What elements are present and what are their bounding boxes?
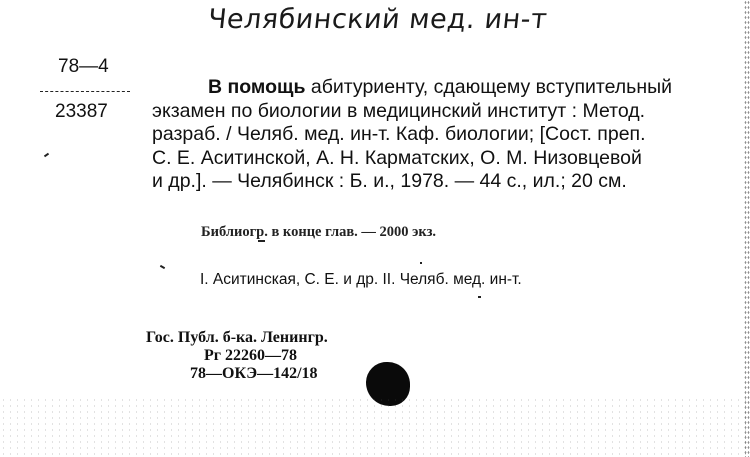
bibliographic-entry xyxy=(152,76,750,194)
entry-title: В помощь xyxy=(208,76,306,98)
call-number-divider xyxy=(40,91,130,92)
entry-line-3: разраб. / Челяб. мед. ин-т. Каф. биологии; [Сост. преп. xyxy=(152,123,646,145)
entry-line-5: и др.]. — Челябинск : Б. и., 1978. — 44 с., ил.; 20 см. xyxy=(152,170,627,192)
entry-title-rest: абитуриенту, сдающему вступительный xyxy=(305,76,673,98)
speck-mark xyxy=(258,240,265,242)
scan-noise xyxy=(0,397,750,457)
call-number-bottom: 23387 xyxy=(55,101,108,122)
entry-line-1 xyxy=(152,76,750,100)
scan-edge xyxy=(744,0,750,457)
entry-line-4: С. Е. Аситинской, А. Н. Карматских, О. М. Низовцевой xyxy=(152,146,642,169)
speck-mark xyxy=(160,265,165,269)
handwritten-heading: Челябинский мед. ин-т xyxy=(206,4,549,35)
entry-line-2: экзамен по биологии в медицинский институт : Метод. xyxy=(152,99,646,122)
speck-mark xyxy=(44,153,49,158)
speck-mark xyxy=(478,296,481,298)
bibliography-note: Библиогр. в конце глав. — 2000 экз. xyxy=(201,224,437,240)
library-line-3: 78—ОКЭ—142/18 xyxy=(190,365,318,382)
library-line-1: Гос. Публ. б-ка. Ленингр. xyxy=(146,329,328,346)
library-line-2: Рг 22260—78 xyxy=(204,347,298,364)
call-number-top: 78—4 xyxy=(58,56,109,77)
tracing-line: I. Аситинская, С. Е. и др. II. Челяб. мед. ин-т. xyxy=(200,271,522,288)
speck-mark xyxy=(420,262,422,264)
